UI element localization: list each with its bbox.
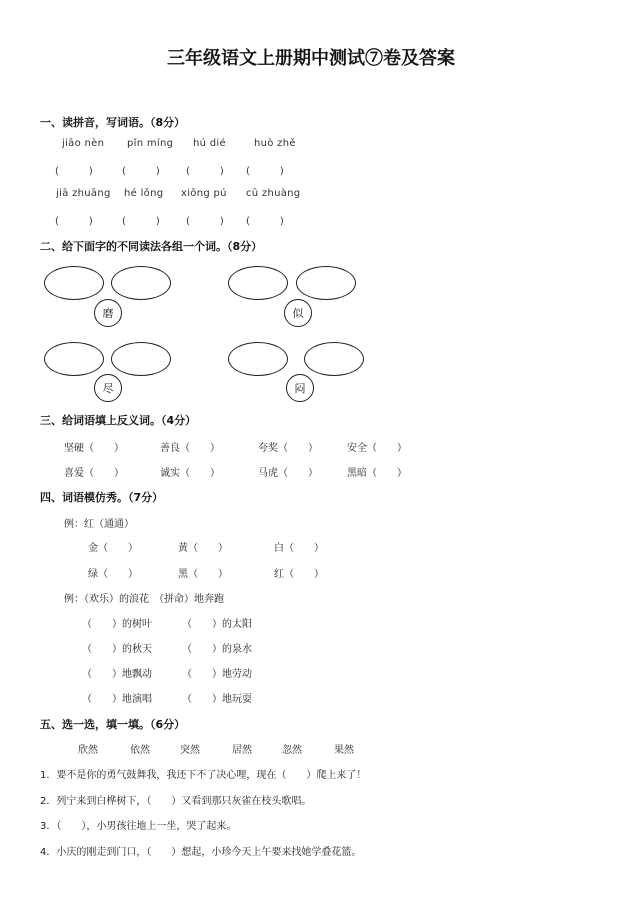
phrase-item[interactable]: （ ）的太阳 xyxy=(182,619,252,630)
pinyin-2: pǐn míng xyxy=(127,138,174,149)
question-3[interactable]: 3．（ ），小男孩往地上一坐，哭了起来。 xyxy=(40,821,237,832)
answer-blank[interactable]: ( ) xyxy=(55,216,93,227)
answer-blank[interactable]: ( ) xyxy=(55,166,93,177)
antonym-item[interactable]: 马虎（ ） xyxy=(258,468,318,479)
section-1-heading: 一、读拼音，写词语。（8分） xyxy=(40,116,186,129)
answer-blank[interactable]: ( ) xyxy=(246,166,284,177)
answer-blank[interactable]: ( ) xyxy=(186,216,224,227)
pinyin-8: cū zhuàng xyxy=(246,188,301,199)
answer-blank[interactable]: ( ) xyxy=(122,216,160,227)
answer-oval[interactable] xyxy=(304,342,364,376)
char-circle: 似 xyxy=(284,299,312,327)
antonym-item[interactable]: 坚硬（ ） xyxy=(64,443,124,454)
pinyin-5: jiā zhuāng xyxy=(56,188,111,199)
phrase-item[interactable]: （ ）地飘动 xyxy=(82,669,152,680)
answer-oval[interactable] xyxy=(44,342,104,376)
pinyin-3: hú dié xyxy=(193,138,226,149)
pinyin-1: jiāo nèn xyxy=(62,138,105,149)
answer-blank[interactable]: ( ) xyxy=(186,166,224,177)
mimic-item[interactable]: 白（ ） xyxy=(274,543,324,554)
question-1[interactable]: 1．要不是你的勇气鼓舞我，我还下不了决心哩，现在（ ）爬上来了！ xyxy=(40,770,367,781)
phrase-item[interactable]: （ ）地玩耍 xyxy=(182,694,252,705)
mimic-item[interactable]: 黄（ ） xyxy=(178,543,228,554)
phrase-item[interactable]: （ ）的树叶 xyxy=(82,619,152,630)
antonym-item[interactable]: 黑暗（ ） xyxy=(347,468,407,479)
answer-oval[interactable] xyxy=(296,266,356,300)
antonym-item[interactable]: 喜爱（ ） xyxy=(64,468,124,479)
question-4[interactable]: 4．小庆的刚走到门口，（ ）想起，小珍今天上午要来找她学叠花篮。 xyxy=(40,847,362,858)
antonym-item[interactable]: 诚实（ ） xyxy=(160,468,220,479)
mimic-item[interactable]: 金（ ） xyxy=(88,543,138,554)
mimic-item[interactable]: 红（ ） xyxy=(274,569,324,580)
phrase-item[interactable]: （ ）地演唱 xyxy=(82,694,152,705)
antonym-item[interactable]: 安全（ ） xyxy=(347,443,407,454)
section-3-heading: 三、给词语填上反义词。（4分） xyxy=(40,414,197,427)
word-choice: 突然 xyxy=(180,745,200,756)
example-text: 例：（欢乐）的浪花 （拼命）地奔跑 xyxy=(64,594,224,605)
word-choice: 果然 xyxy=(334,745,354,756)
word-choice: 依然 xyxy=(130,745,150,756)
answer-oval[interactable] xyxy=(111,266,171,300)
word-choice: 欣然 xyxy=(78,745,98,756)
char-circle: 尽 xyxy=(94,374,122,402)
phrase-item[interactable]: （ ）的泉水 xyxy=(182,644,252,655)
phrase-item[interactable]: （ ）地劳动 xyxy=(182,669,252,680)
char-circle: 磨 xyxy=(94,299,122,327)
mimic-item[interactable]: 绿（ ） xyxy=(88,569,138,580)
question-2[interactable]: 2．列宁来到白桦树下，（ ）又看到那只灰雀在枝头歌唱。 xyxy=(40,796,312,807)
answer-blank[interactable]: ( ) xyxy=(122,166,160,177)
phrase-item[interactable]: （ ）的秋天 xyxy=(82,644,152,655)
word-choice: 居然 xyxy=(232,745,252,756)
answer-oval[interactable] xyxy=(228,342,288,376)
page-title: 三年级语文上册期中测试⑦卷及答案 xyxy=(167,48,455,69)
word-choice: 忽然 xyxy=(282,745,302,756)
section-4-heading: 四、词语模仿秀。（7分） xyxy=(40,491,164,504)
pinyin-6: hé lǒng xyxy=(124,188,164,199)
answer-oval[interactable] xyxy=(111,342,171,376)
answer-oval[interactable] xyxy=(228,266,288,300)
pinyin-4: huò zhě xyxy=(254,138,296,149)
antonym-item[interactable]: 善良（ ） xyxy=(160,443,220,454)
example-text: 例：红（通通） xyxy=(64,519,134,530)
char-circle: 闷 xyxy=(286,374,314,402)
section-5-heading: 五、选一选，填一填。（6分） xyxy=(40,718,186,731)
mimic-item[interactable]: 黑（ ） xyxy=(178,569,228,580)
section-2-heading: 二、给下面字的不同读法各组一个词。（8分） xyxy=(40,240,263,253)
answer-oval[interactable] xyxy=(44,266,104,300)
pinyin-7: xiōng pú xyxy=(181,188,227,199)
antonym-item[interactable]: 夸奖（ ） xyxy=(258,443,318,454)
answer-blank[interactable]: ( ) xyxy=(246,216,284,227)
